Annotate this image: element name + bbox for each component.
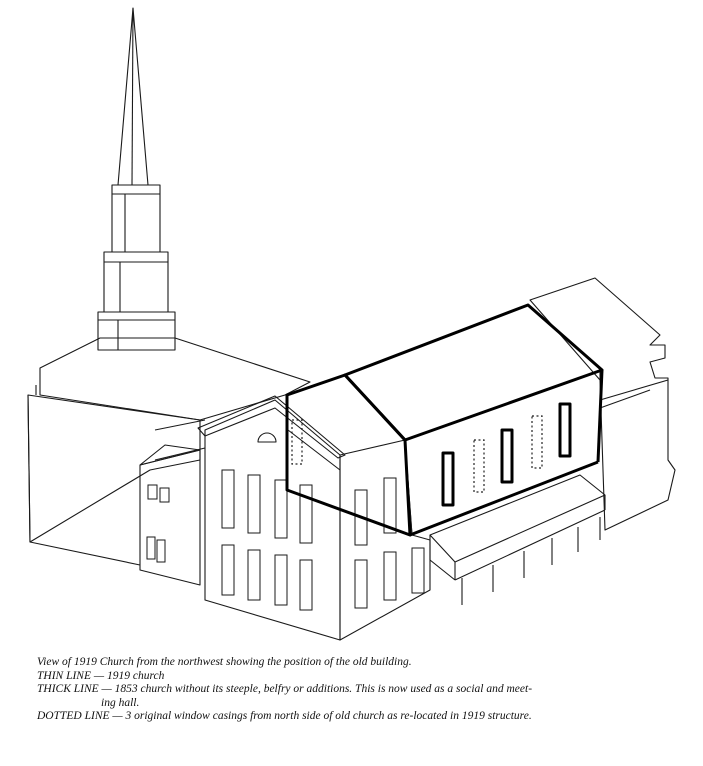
dotted-window bbox=[474, 440, 484, 492]
caption-line-2: THIN LINE — 1919 church bbox=[37, 669, 165, 682]
fanlight-window bbox=[258, 433, 276, 442]
caption-line-3: THICK LINE — 1853 church without its steeple, belfry or additions. This is now used as a social and meet- bbox=[37, 683, 533, 695]
old-window bbox=[502, 430, 512, 482]
dotted-window bbox=[532, 416, 542, 468]
belfry-middle bbox=[104, 252, 168, 312]
nave-side-wall bbox=[340, 440, 430, 640]
old-church-outline-1853 bbox=[287, 305, 602, 535]
front-gable-building bbox=[198, 396, 345, 640]
figure-caption bbox=[37, 656, 687, 724]
rear-addition bbox=[530, 278, 675, 530]
caption-line-4: ing hall. bbox=[101, 696, 140, 709]
caption-line-5: DOTTED LINE — 3 original window casings from north side of old church as re-located in 1919 structure. bbox=[37, 710, 532, 722]
tower-base bbox=[98, 312, 175, 350]
belfry-upper bbox=[112, 185, 160, 252]
caption-line-1: View of 1919 Church from the northwest showing the position of the old building. bbox=[37, 656, 412, 668]
old-window bbox=[560, 404, 570, 456]
main-church-body bbox=[28, 338, 310, 565]
old-window bbox=[443, 453, 453, 505]
steeple bbox=[98, 8, 175, 350]
dotted-window bbox=[292, 420, 302, 464]
